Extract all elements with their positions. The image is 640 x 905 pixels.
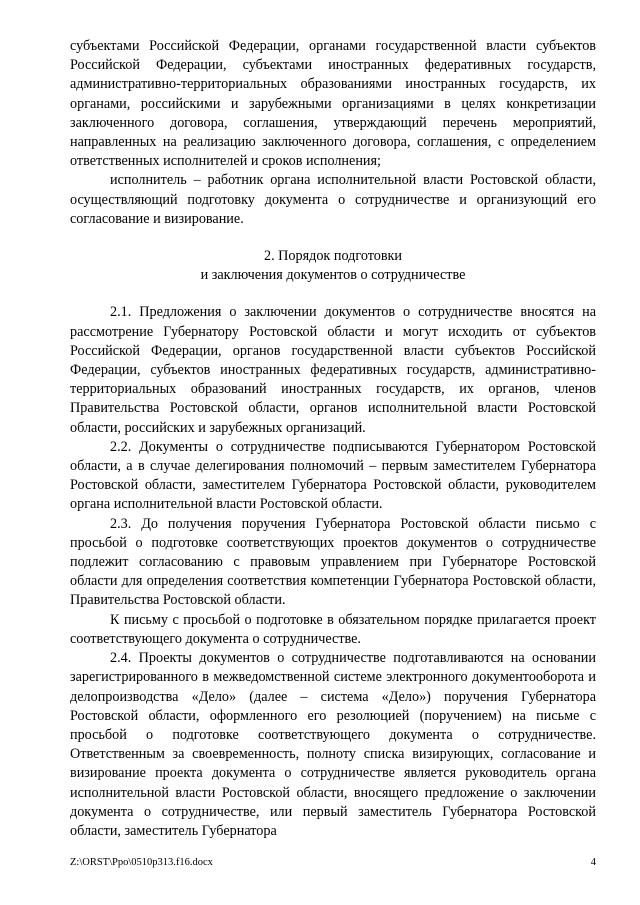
section-heading-line-1: 2. Порядок подготовки	[263, 248, 403, 265]
paragraph-continuation: субъектами Российской Федерации, органами государственной власти субъектов Российской Федерации, субъектами иностранных федеративных государств, административно-территориальных образованиями иностранных государств, их органами, российскими и зарубежными организациями в целях конкретизации заключенного договора, соглашения, утверждающий перечень мероприятий, направленных на реализацию заключенного договора, соглашения, с определением ответственных исполнителей и сроков исполнения;	[70, 38, 596, 170]
page-number: 4	[590, 857, 596, 868]
paragraph-definition-executor: исполнитель – работник органа исполнительной власти Ростовской области, осуществляющий подготовку документа о сотрудничестве и организующий его согласование и визирование.	[70, 172, 596, 227]
file-path: Z:\ORST\Ppo\0510p313.f16.docx	[70, 857, 213, 868]
page-footer	[70, 856, 596, 869]
document-body	[70, 37, 596, 841]
paragraph-2-3: 2.3. До получения поручения Губернатора Ростовской области письмо с просьбой о подготовке соответствующих проектов документов о сотрудничестве подлежит согласованию с правовым управлением при Губернаторе Ростовской области для определения соответствия компетенции Губернатора Ростовской области, Правительства Ростовской области.	[70, 515, 596, 609]
spacer	[70, 229, 596, 247]
paragraph-2-1: 2.1. Предложения о заключении документов о сотрудничестве вносятся на рассмотрение Губернатору Ростовской области и могут исходить от субъектов Российской Федерации, органов государственной власти субъектов Российской Федерации, субъектов иностранных федеративных государств, административно-территориальных образований иностранных государств, их органов, членов Правительства Ростовской области, органов исполнительной власти Ростовской области, российских и зарубежных организаций.	[70, 304, 596, 436]
paragraph-2-3-attachment: К письму с просьбой о подготовке в обязательном порядке прилагается проект соответствующего документа о сотрудничестве.	[70, 611, 596, 647]
spacer	[70, 285, 596, 303]
paragraph-2-2: 2.2. Документы о сотрудничестве подписываются Губернатором Ростовской области, а в случае делегирования полномочий – первым заместителем Губернатора Ростовской области, заместителем Губернатора Ростовской области, руководителем органа исполнительной власти Ростовской области.	[70, 438, 596, 513]
paragraph-2-4: 2.4. Проекты документов о сотрудничестве подготавливаются на основании зарегистрированного в межведомственной системе электронного документооборота и делопроизводства «Дело» (далее – система «Дело») поручения Губернатора Ростовской области, оформленного его резолюцией (поручением) на письме с просьбой о подготовке соответствующего документа о сотрудничестве. Ответственным за своевременность, полноту списка визирующих, согласование и визирование проекта документа о сотрудничестве является руководитель органа исполнительной власти Ростовской области, вносящего предложение о заключении документа о сотрудничестве, или первый заместитель Губернатора Ростовской области, заместитель Губернатора	[70, 650, 596, 839]
section-heading-line-2: и заключения документов о сотрудничестве	[200, 267, 466, 284]
